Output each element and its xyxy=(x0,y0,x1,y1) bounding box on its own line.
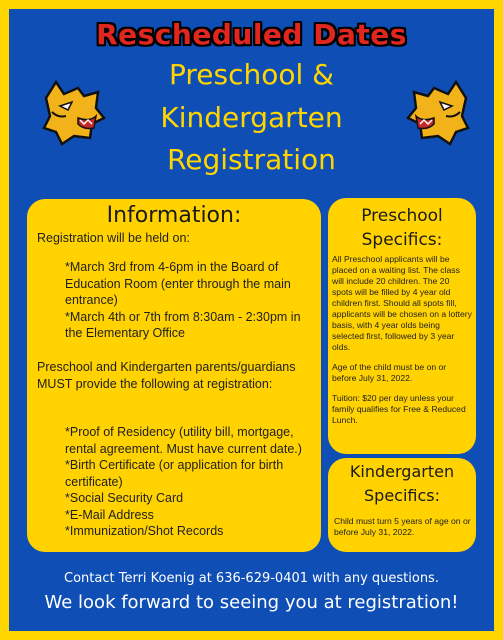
requirement-item: *Social Security Card xyxy=(65,491,184,505)
information-heading: Information: xyxy=(106,203,242,228)
preschool-heading-line-2: Specifics: xyxy=(361,230,443,250)
kindergarten-heading-line-1: Kindergarten xyxy=(349,462,455,481)
registration-intro: Registration will be held on: xyxy=(37,231,190,245)
preschool-paragraph: All Preschool applicants will be placed on a waiting list. The class will include 20 children. The 20 spots will be filled by 4 year old children first. Should all spots fill, applicants will be chosen on a lottery basis, with 4 year olds being selected first, followed by 3 year olds. xyxy=(332,254,472,352)
closing-line: We look forward to seeing you at registration! xyxy=(44,592,459,613)
title-line-2: Kindergarten xyxy=(160,101,343,134)
requirement-item: *E-Mail Address xyxy=(65,507,154,522)
date-item: *March 4th or 7th from 8:30am - 2:30pm in the Elementary Office xyxy=(65,309,301,340)
preschool-heading-line-1: Preschool xyxy=(361,206,443,226)
preschool-details xyxy=(332,254,472,435)
rescheduled-banner: Rescheduled Dates xyxy=(96,18,407,51)
requirement-item: *Proof of Residency (utility bill, mortgage, rental agreement. Must have current date.) xyxy=(65,425,302,456)
kindergarten-heading xyxy=(328,460,476,508)
requirement-item: *Birth Certificate (or application for birth certificate) xyxy=(65,458,284,489)
wildcat-mascot-icon xyxy=(404,78,474,148)
preschool-heading xyxy=(328,204,476,252)
preschool-paragraph: Tuition: $20 per day unless your family qualifies for Free & Reduced Lunch. xyxy=(332,393,466,425)
title-line-3: Registration xyxy=(167,143,336,176)
date-item: *March 3rd from 4-6pm in the Board of Education Room (enter through the main entrance) xyxy=(65,260,291,307)
requirements-intro: Preschool and Kindergarten parents/guardians MUST provide the following at registration: xyxy=(37,360,296,391)
kindergarten-details: Child must turn 5 years of age on or before July 31, 2022. xyxy=(334,516,471,537)
preschool-paragraph: Age of the child must be on or before July 31, 2022. xyxy=(332,362,447,383)
requirements-list xyxy=(65,424,315,540)
requirement-item: *Immunization/Shot Records xyxy=(65,524,224,538)
preschool-panel xyxy=(328,198,476,454)
information-panel xyxy=(27,199,321,552)
registration-dates xyxy=(65,259,313,342)
kindergarten-panel xyxy=(328,458,476,552)
contact-line: Contact Terri Koenig at 636-629-0401 with any questions. xyxy=(64,571,439,586)
wildcat-mascot-icon xyxy=(38,78,108,148)
kindergarten-heading-line-2: Specifics: xyxy=(364,486,440,505)
title-line-1: Preschool & xyxy=(168,58,335,91)
